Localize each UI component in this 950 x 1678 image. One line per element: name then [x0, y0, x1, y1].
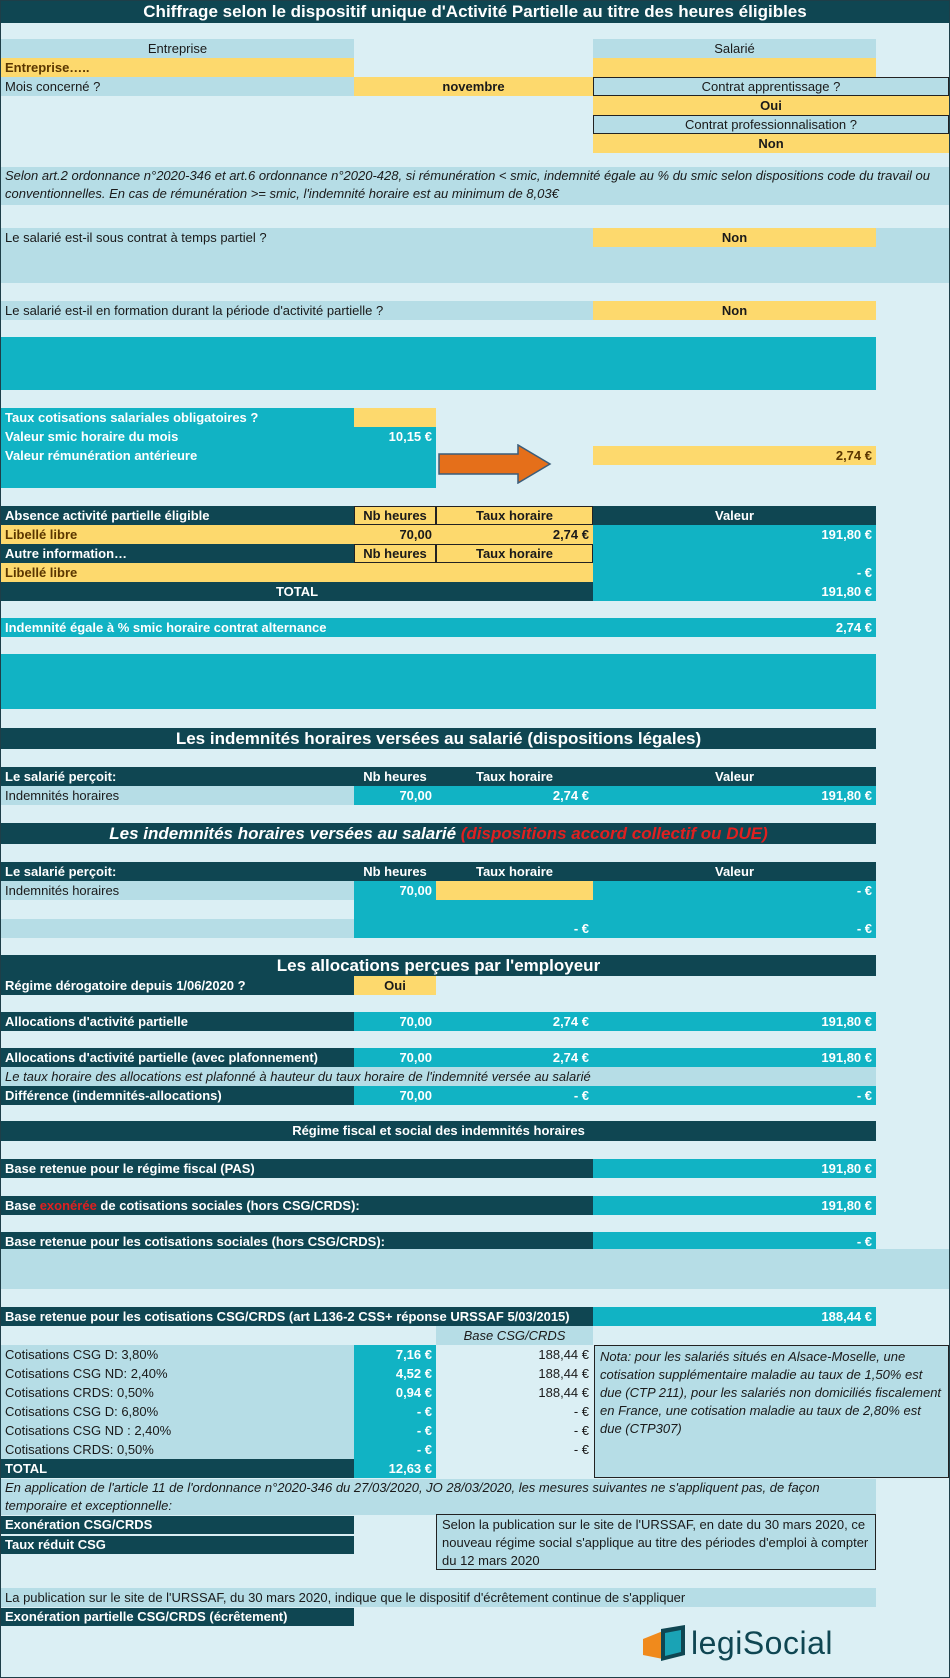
cotis-label: Base retenue pour les cotisations sociales (hors CSG/CRDS): [1, 1232, 593, 1251]
csg-row-label: Cotisations CSG ND: 2,40% [1, 1364, 354, 1383]
page-title: Chiffrage selon le dispositif unique d'Activité Partielle au titre des heures éligibles [1, 1, 949, 23]
temps-partiel-value[interactable]: Non [593, 228, 876, 247]
alternance-label: Indemnité égale à % smic horaire contrat alternance [1, 618, 876, 637]
absence-valeur-2: - € [593, 563, 876, 582]
plaf-label: Allocations d'activité partielle (avec plafonnement) [1, 1048, 354, 1067]
exo-value: 191,80 € [593, 1196, 876, 1215]
absence-libelle-2[interactable]: Libellé libre [1, 563, 354, 582]
absence-valeur-1: 191,80 € [593, 525, 876, 544]
absence-taux-header: Taux horaire [436, 506, 593, 525]
allocations-title: Les allocations perçues par l'employeur [1, 955, 876, 976]
csg-row-amount: - € [354, 1440, 436, 1459]
spacer-band [1, 247, 949, 283]
csg-row-label: Cotisations CRDS: 0,50% [1, 1383, 354, 1402]
alloc-taux: 2,74 € [436, 1012, 593, 1031]
autre-info-label: Autre information… [1, 544, 354, 563]
salarie-header: Salarié [593, 39, 876, 58]
csg-row-base: - € [573, 1404, 589, 1419]
legal-percoit: Le salarié perçoit: [1, 767, 354, 786]
remu-label: Valeur rémunération antérieure [5, 448, 198, 463]
csg-base-value: 188,44 € [593, 1307, 876, 1326]
diff-nb: 70,00 [354, 1086, 436, 1105]
diff-taux: - € [436, 1086, 593, 1105]
autre-taux-header: Taux horaire [436, 544, 593, 563]
autre-nb-header: Nb heures [354, 544, 436, 563]
csg-row-amount: - € [354, 1421, 436, 1440]
urssaf-box: Selon la publication sur le site de l'URSSAF, en date du 30 mars 2020, ce nouveau régime social s'applique au titre des périodes d'emploi à compter du 12 mars 2020 [436, 1514, 876, 1570]
pas-label: Base retenue pour le régime fiscal (PAS) [1, 1159, 593, 1178]
cotis-value: - € [593, 1232, 876, 1251]
taux-label: Taux cotisations salariales obligatoires ? [5, 410, 259, 425]
csg-row-base: 188,44 € [538, 1385, 589, 1400]
pas-value: 191,80 € [593, 1159, 876, 1178]
csg-base-header: Base CSG/CRDS [436, 1326, 593, 1345]
remu-value[interactable]: 2,74 € [593, 446, 876, 465]
accord-total-valeur: - € [593, 919, 876, 938]
diff-label: Différence (indemnités-allocations) [1, 1086, 354, 1105]
legal-title: Les indemnités horaires versées au salarié (dispositions légales) [1, 728, 876, 749]
accord-taux-header: Taux horaire [436, 862, 593, 881]
logo-mark-icon [641, 1625, 687, 1663]
regime-value[interactable]: Oui [354, 976, 436, 995]
legal-taux-header: Taux horaire [436, 767, 593, 786]
pro-label: Contrat professionnalisation ? [593, 115, 949, 134]
absence-total-label: TOTAL [1, 582, 593, 601]
absence-header: Absence activité partielle éligible [1, 506, 354, 525]
csg-row-amount: 7,16 € [354, 1345, 436, 1364]
accord-total-nb [354, 919, 436, 938]
legal-valeur: 191,80 € [593, 786, 876, 805]
taux-input[interactable] [354, 408, 436, 427]
exo-label [1, 1196, 593, 1215]
csg-row-base: - € [573, 1442, 589, 1457]
autre-valeur-header [593, 544, 876, 563]
exo-label-red: exonérée [39, 1198, 97, 1213]
accord-row-label: Indemnités horaires [1, 881, 354, 900]
diff-valeur: - € [593, 1086, 876, 1105]
absence-libelle-1[interactable]: Libellé libre [1, 525, 354, 544]
exo-partielle-label: Exonération partielle CSG/CRDS (écrêtement) [1, 1608, 354, 1626]
csg-row-amount: 4,52 € [354, 1364, 436, 1383]
formation-label: Le salarié est-il en formation durant la période d'activité partielle ? [1, 301, 593, 320]
legal-nb: 70,00 [354, 786, 436, 805]
alloc-label: Allocations d'activité partielle [1, 1012, 354, 1031]
absence-taux-1[interactable]: 2,74 € [436, 525, 593, 544]
smic-value: 10,15 € [388, 429, 432, 444]
mois-label: Mois concerné ? [1, 77, 354, 96]
entreprise-header: Entreprise [1, 39, 354, 58]
regime-label: Régime dérogatoire depuis 1/06/2020 ? [1, 976, 354, 995]
fiscal-title: Régime fiscal et social des indemnités horaires [1, 1121, 876, 1141]
legal-nb-header: Nb heures [354, 767, 436, 786]
info-band [1, 337, 876, 390]
apprentissage-value[interactable]: Oui [593, 96, 949, 115]
apprentissage-label: Contrat apprentissage ? [593, 77, 949, 96]
pro-value[interactable]: Non [593, 134, 949, 153]
accord-title-main: Les indemnités horaires versées au salarié [109, 824, 461, 843]
accord-title [1, 823, 876, 844]
smic-label: Valeur smic horaire du mois [5, 429, 179, 444]
absence-total-value: 191,80 € [593, 582, 876, 601]
accord-title-red: (dispositions accord collectif ou DUE) [460, 824, 768, 843]
absence-nb-1[interactable]: 70,00 [354, 525, 436, 544]
absence-nb-2[interactable] [354, 563, 593, 582]
arrow-right-icon [438, 444, 552, 484]
plaf-nb: 70,00 [354, 1048, 436, 1067]
csg-row-label: Cotisations CRDS: 0,50% [1, 1440, 354, 1459]
plaf-note: Le taux horaire des allocations est plafonné à hauteur du taux horaire de l'indemnité versée au salarié [1, 1067, 876, 1086]
accord-valeur-header: Valeur [593, 862, 876, 881]
legal-row-label: Indemnités horaires [1, 786, 354, 805]
csg-total-label: TOTAL [1, 1459, 354, 1478]
accord-percoit: Le salarié perçoit: [1, 862, 354, 881]
taux-reduit-label: Taux réduit CSG [1, 1536, 354, 1554]
formation-value[interactable]: Non [593, 301, 876, 320]
alloc-valeur: 191,80 € [593, 1012, 876, 1031]
exo-label-prefix: Base [5, 1198, 40, 1213]
csg-row-label: Cotisations CSG ND : 2,40% [1, 1421, 354, 1440]
nota-box: Nota: pour les salariés situés en Alsace-Moselle, une cotisation supplémentaire maladie au taux de 1,50% est due (CTP 211), pour les salariés non domiciliés fiscalement en France, une cotisation maladie au taux de 2,80% est due (CTP307) [594, 1345, 949, 1478]
csg-total-value: 12,63 € [354, 1459, 436, 1478]
legisocial-logo [641, 1623, 881, 1665]
exo-csg-label: Exonération CSG/CRDS [1, 1516, 354, 1534]
absence-valeur-header: Valeur [593, 506, 876, 525]
csg-row-label: Cotisations CSG D: 6,80% [1, 1402, 354, 1421]
logo-text: legiSocial [691, 1625, 833, 1661]
article-note: Selon art.2 ordonnance n°2020-346 et art.6 ordonnance n°2020-428, si rémunération < smic, indemnité égale au % du smic selon dispositions code du travail ou conventionnelles. En cas de rémunération >= smic, l'indemnité horaire est au minimum de 8,03€ [1, 167, 949, 205]
ordonnance-note: En application de l'article 11 de l'ordonnance n°2020-346 du 27/03/2020, JO 28/03/2020, les mesures suivantes ne s'appliquent pas, de façon temporaire et exceptionnelle: [1, 1479, 876, 1515]
salarie-input[interactable] [593, 58, 876, 77]
accord-nb: 70,00 [354, 881, 436, 900]
accord-total-taux: - € [436, 919, 593, 938]
csg-row-label: Cotisations CSG D: 3,80% [1, 1345, 354, 1364]
accord-nb-header: Nb heures [354, 862, 436, 881]
plaf-valeur: 191,80 € [593, 1048, 876, 1067]
accord-taux-input[interactable] [436, 881, 593, 900]
csg-base-label: Base retenue pour les cotisations CSG/CRDS (art L136-2 CSS+ réponse URSSAF 5/03/2015) [1, 1307, 593, 1326]
urssaf-note: La publication sur le site de l'URSSAF, du 30 mars 2020, indique que le dispositif d'écrêtement continue de s'appliquer [1, 1588, 876, 1607]
accord-empty-row [354, 900, 876, 919]
alloc-nb: 70,00 [354, 1012, 436, 1031]
exo-label-suffix: de cotisations sociales (hors CSG/CRDS): [96, 1198, 360, 1213]
csg-row-amount: - € [354, 1402, 436, 1421]
mois-value[interactable]: novembre [354, 77, 593, 96]
plaf-taux: 2,74 € [436, 1048, 593, 1067]
info-band-2 [1, 654, 876, 709]
legal-taux: 2,74 € [436, 786, 593, 805]
legal-valeur-header: Valeur [593, 767, 876, 786]
csg-row-base: - € [573, 1423, 589, 1438]
csg-row-base: 188,44 € [538, 1347, 589, 1362]
csg-row-amount: 0,94 € [354, 1383, 436, 1402]
absence-nb-header: Nb heures [354, 506, 436, 525]
accord-total-label [1, 919, 354, 938]
entreprise-input[interactable]: Entreprise….. [1, 58, 354, 77]
fiscal-spacer [1, 1249, 949, 1289]
accord-valeur: - € [593, 881, 876, 900]
csg-row-base: 188,44 € [538, 1366, 589, 1381]
temps-partiel-label: Le salarié est-il sous contrat à temps partiel ? [1, 228, 593, 247]
alternance-value: 2,74 € [835, 620, 872, 635]
